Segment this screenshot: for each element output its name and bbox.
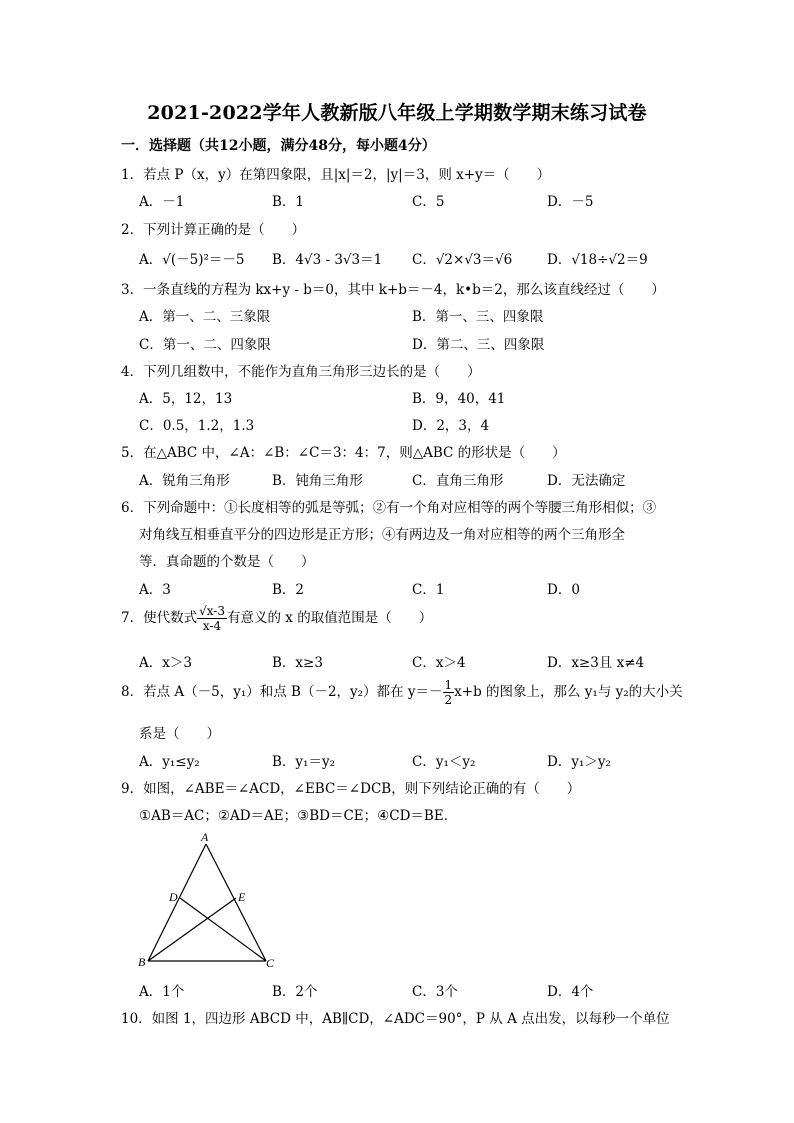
question-4-stem: 4．下列几组数中，不能作为直角三角形三边长的是（ ） (121, 364, 481, 380)
label-d: D (169, 890, 178, 904)
question-9-stem: 9．如图，∠ABE＝∠ACD，∠EBC＝∠DCB，则下列结论正确的有（ ） (121, 781, 581, 797)
question-9-option-b[interactable]: B．2个 (272, 984, 318, 1000)
question-4-option-c[interactable]: C．0.5，1.2，1.3 (139, 418, 255, 434)
question-7-stem-prefix: 7．使代数式 (121, 610, 198, 626)
question-3-option-c[interactable]: C．第一、二、四象限 (139, 337, 271, 353)
question-6-option-a[interactable]: A．3 (139, 582, 171, 598)
question-2-stem: 2．下列计算正确的是（ ） (121, 222, 306, 238)
question-6-option-b[interactable]: B．2 (272, 582, 305, 598)
side-ac (206, 844, 266, 961)
question-7-option-a[interactable]: A．x＞3 (139, 655, 192, 671)
question-5-option-b[interactable]: B．钝角三角形 (272, 473, 363, 489)
question-6-option-c[interactable]: C．1 (412, 582, 445, 598)
triangle-figure (136, 828, 286, 973)
label-c: C (266, 956, 275, 970)
question-4-option-d[interactable]: D．2，3，4 (412, 418, 490, 434)
question-9-conclusions: ①AB＝AC；②AD＝AE；③BD＝CE；④CD＝BE． (139, 808, 458, 824)
label-a: A (201, 830, 209, 844)
question-2-option-a[interactable]: A．√(－5)²＝－5 (139, 252, 245, 268)
question-1-option-a[interactable]: A．－1 (139, 194, 185, 210)
question-6-stem-line-1: 6．下列命题中：①长度相等的弧是等弧；②有一个角对应相等的两个等腰三角形相似；③ (121, 500, 657, 516)
question-2-option-d[interactable]: D．√18÷√2＝9 (547, 252, 648, 268)
question-8-stem-suffix: x+b 的图象上，那么 y₁与 y₂的大小关 (454, 684, 683, 700)
section-heading: 一．选择题（共12小题，满分48分，每小题4分） (121, 138, 436, 154)
question-2-option-c[interactable]: C．√2×√3＝√6 (412, 252, 513, 268)
question-1-stem: 1．若点 P（x，y）在第四象限，且|x|＝2，|y|＝3，则 x+y＝（ ） (121, 167, 551, 183)
question-6-stem-line-2: 对角线互相垂直平分的四边形是正方形；④有两边及一角对应相等的两个三角形全 (139, 527, 625, 543)
question-7-option-c[interactable]: C．x＞4 (412, 655, 466, 671)
question-9-option-c[interactable]: C．3个 (412, 984, 458, 1000)
question-4-option-a[interactable]: A．5，12，13 (139, 391, 233, 407)
question-9-option-a[interactable]: A．1个 (139, 984, 185, 1000)
question-8-stem (121, 678, 683, 707)
question-7-fraction (197, 604, 227, 633)
question-3-stem: 3．一条直线的方程为 kx+y - b＝0，其中 k+b＝－4，k•b＝2，那么该直线经过（ ） (121, 282, 665, 298)
question-7-numerator: √x-3 (199, 604, 225, 618)
question-1-option-d[interactable]: D．－5 (547, 194, 594, 210)
question-8-option-a[interactable]: A．y₁≤y₂ (139, 754, 200, 770)
question-1-option-b[interactable]: B．1 (272, 194, 305, 210)
question-8-fraction (443, 678, 455, 707)
question-7-option-b[interactable]: B．x≥3 (272, 655, 323, 671)
question-1-option-c[interactable]: C．5 (412, 194, 445, 210)
question-5-option-a[interactable]: A．锐角三角形 (139, 473, 230, 489)
question-8-denominator: 2 (444, 693, 453, 707)
question-5-option-c[interactable]: C．直角三角形 (412, 473, 504, 489)
question-8-stem-line-2: 系是（ ） (139, 726, 220, 742)
question-5-option-d[interactable]: D．无法确定 (547, 473, 626, 489)
question-7-stem (121, 604, 432, 633)
question-7-stem-suffix: 有意义的 x 的取值范围是（ ） (227, 610, 433, 626)
question-8-option-b[interactable]: B．y₁＝y₂ (272, 754, 335, 770)
label-b: B (138, 955, 146, 969)
question-10-stem: 10．如图 1，四边形 ABCD 中，AB∥CD，∠ADC＝90°，P 从 A 点出发，以每秒一个单位 (121, 1011, 670, 1027)
question-7-option-d[interactable]: D．x≥3且 x≠4 (547, 655, 645, 671)
question-8-numerator: 1 (444, 678, 453, 692)
question-6-option-d[interactable]: D．0 (547, 582, 580, 598)
question-2-option-b[interactable]: B．4√3 - 3√3＝1 (272, 252, 383, 268)
question-8-option-c[interactable]: C．y₁＜y₂ (412, 754, 476, 770)
label-e: E (238, 890, 246, 904)
question-6-stem-line-3: 等．真命题的个数是（ ） (139, 554, 315, 570)
question-8-stem-prefix: 8．若点 A（－5，y₁）和点 B（－2，y₂）都在 y＝－ (121, 684, 443, 700)
question-4-option-b[interactable]: B．9，40，41 (412, 391, 506, 407)
question-3-option-b[interactable]: B．第一、三、四象限 (412, 309, 544, 325)
question-8-option-d[interactable]: D．y₁＞y₂ (547, 754, 611, 770)
question-5-stem: 5．在△ABC 中，∠A：∠B：∠C＝3：4：7，则△ABC 的形状是（ ） (121, 445, 566, 461)
question-9-option-d[interactable]: D．4个 (547, 984, 594, 1000)
page-title: 2021-2022学年人教新版八年级上学期数学期末练习试卷 (147, 102, 647, 124)
question-3-option-a[interactable]: A．第一、二、三象限 (139, 309, 271, 325)
question-3-option-d[interactable]: D．第二、三、四象限 (412, 337, 545, 353)
question-7-denominator: x-4 (202, 619, 222, 633)
